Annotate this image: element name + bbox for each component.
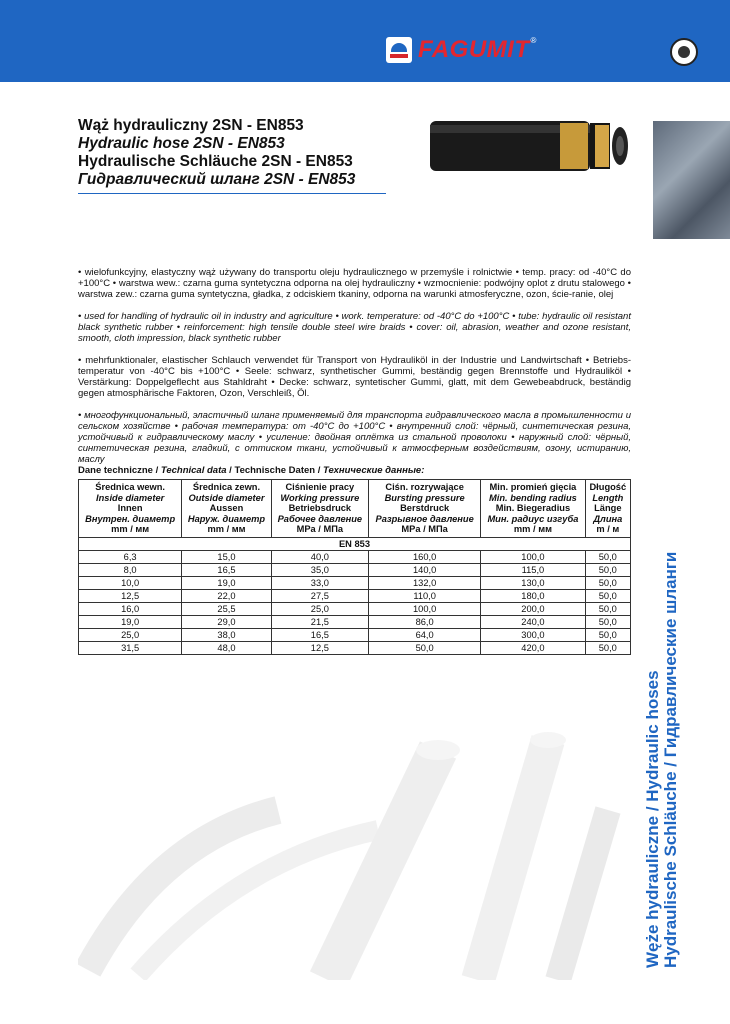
table-cell: 40,0	[271, 550, 368, 563]
caption-de: Technische Daten	[234, 465, 316, 476]
description	[78, 267, 631, 476]
table-caption	[78, 465, 424, 476]
table-cell: 100,0	[481, 550, 585, 563]
table-cell: 33,0	[271, 576, 368, 589]
col-length: Długość Length Länge Длина m / м	[585, 480, 630, 538]
table-cell: 50,0	[585, 602, 630, 615]
table-cell: 12,5	[271, 641, 368, 654]
title-block	[78, 117, 386, 194]
table-cell: 19,0	[79, 615, 182, 628]
logo-mark-icon	[386, 37, 412, 63]
table-cell: 25,5	[182, 602, 271, 615]
table-row	[79, 563, 631, 576]
table-cell: 86,0	[369, 615, 481, 628]
table-cell: 48,0	[182, 641, 271, 654]
table-cell: 180,0	[481, 589, 585, 602]
caption-sep: /	[152, 465, 161, 476]
title-pl: Wąż hydrauliczny 2SN - EN853	[78, 117, 304, 134]
description-pl: • wielofunkcyjny, elastyczny wąż używany do transportu oleju hydraulicznego w przemyśle i rolnictwie • temp. pracy: od -40°C do +100°C • warstwa wew.: czarna guma syntetyczna odporna na olej hydrauliczny • wzmocnienie: podwójny oplot z drutu stalowego • warstwa zew.: czarna guma syntetyczna, gładka, z odciskiem tkaniny, odporna na warunki atmosferyczne, ozon, ście-ranie, olej	[78, 267, 631, 300]
table-cell: 50,0	[585, 615, 630, 628]
table-cell: 50,0	[585, 550, 630, 563]
table-cell: 132,0	[369, 576, 481, 589]
table-cell: 10,0	[79, 576, 182, 589]
table-cell: 50,0	[585, 628, 630, 641]
table-cell: 50,0	[585, 641, 630, 654]
table-row	[79, 576, 631, 589]
col-bursting-pressure: Ciśn. rozrywające Bursting pressure Berstdruck Разрывное давление MPa / МПа	[369, 480, 481, 538]
table-row	[79, 589, 631, 602]
table-cell: 31,5	[79, 641, 182, 654]
col-working-pressure: Ciśnienie pracy Working pressure Betriebsdruck Рабочее давление MPa / МПа	[271, 480, 368, 538]
technical-data-table	[78, 479, 631, 655]
description-de: • mehrfunktionaler, elastischer Schlauch verwendet für Transport von Hydrauliköl in der Industrie und Landwirtschaft • Betriebs-temperatur von -40°C bis +100°C • Seele: schwarz, synthetischer Gummi, beständig gegen Brennstoffe und Hydrauliköl • Verstärkung: Doppelgeflecht aus Stahldraht • Decke: schwarz, syntetischer Gummi, glatt, mit dem Gewebeabdruck, beständig gegen atmosphärische Faktoren, Ozon, Verschleiß, Öl.	[78, 355, 631, 399]
table-cell: 35,0	[271, 563, 368, 576]
table-cell: 27,5	[271, 589, 368, 602]
table-cell: 100,0	[369, 602, 481, 615]
table-cell: 16,0	[79, 602, 182, 615]
background-hoses-image	[78, 690, 633, 980]
side-label-line2: Hydraulische Schläuche / Гидравлические шланги	[661, 551, 680, 968]
caption-sep: /	[315, 465, 323, 476]
side-label-line1: Węże hydrauliczne / Hydraulic hoses	[643, 670, 662, 968]
table-cell: 25,0	[79, 628, 182, 641]
table-row	[79, 615, 631, 628]
table-cell: 15,0	[182, 550, 271, 563]
table-cell: 16,5	[271, 628, 368, 641]
side-category-label	[644, 508, 680, 968]
col-bending-radius: Min. promień gięcia Min. bending radius Min. Biegeradius Мин. радиус изгуба mm / мм	[481, 480, 585, 538]
header-bar	[0, 0, 730, 82]
certification-badge-icon	[670, 38, 698, 66]
caption-sep: /	[226, 465, 235, 476]
table-cell: 240,0	[481, 615, 585, 628]
table-cell: 50,0	[585, 563, 630, 576]
table-cell: 12,5	[79, 589, 182, 602]
table-cell: 110,0	[369, 589, 481, 602]
table-cell: 21,5	[271, 615, 368, 628]
table-cell: 25,0	[271, 602, 368, 615]
table-cell: 50,0	[369, 641, 481, 654]
standard-label: EN 853	[79, 537, 631, 550]
col-inside-diameter: Średnica wewn. Inside diameter Innen Внутрен. диаметр mm / мм	[79, 480, 182, 538]
hose-product-image	[430, 117, 630, 175]
table-row	[79, 628, 631, 641]
table-cell: 50,0	[585, 576, 630, 589]
table-cell: 19,0	[182, 576, 271, 589]
title-de: Hydraulische Schläuche 2SN - EN853	[78, 153, 353, 170]
table-row	[79, 602, 631, 615]
table-cell: 130,0	[481, 576, 585, 589]
table-cell: 16,5	[182, 563, 271, 576]
table-cell: 140,0	[369, 563, 481, 576]
table-cell: 50,0	[585, 589, 630, 602]
table-cell: 115,0	[481, 563, 585, 576]
table-cell: 160,0	[369, 550, 481, 563]
table-cell: 6,3	[79, 550, 182, 563]
hose-thumbnail-image	[653, 121, 730, 239]
col-outside-diameter: Średnica zewn. Outside diameter Aussen Наруж. диаметр mm / мм	[182, 480, 271, 538]
title-ru: Гидравлический шланг 2SN - EN853	[78, 171, 356, 188]
fagumit-logo	[386, 36, 536, 64]
description-en: • used for handling of hydraulic oil in industry and agriculture • work. temperature: od -40°C do +100°C • tube: hydraulic oil resistant black synthetic rubber • reinforcement: high tensile double steel wire braids • cover: oil, abrasion, weather and ozone resistant, smooth, cloth impression, black synthetic rubber	[78, 311, 631, 344]
table-cell: 300,0	[481, 628, 585, 641]
table-cell: 38,0	[182, 628, 271, 641]
table-cell: 200,0	[481, 602, 585, 615]
table-cell: 420,0	[481, 641, 585, 654]
table-cell: 8,0	[79, 563, 182, 576]
table-cell: 22,0	[182, 589, 271, 602]
logo-text: FAGUMIT	[418, 36, 530, 63]
table-header-row	[79, 480, 631, 538]
description-ru: • многофункциональный, эластичный шланг применяемый для транспорта гидравлического масла в промышленности и сельском хозяйстве • рабочая температура: от -40°C до +100°C • внутренний слой: чёрный, синтетическая резина, устойчивый к гидравлическому маслу • усиление: двойная оплётка из стальной проволоки • наружный слой: чёрный, синтетическая резина, гладкий, с оттиском ткани, устойчивый к атмосферным воздействиям, озону, истиранию, маслу	[78, 410, 631, 465]
caption-en: Technical data	[160, 465, 227, 476]
caption-ru: Технические данные:	[323, 465, 425, 476]
table-subheader-row	[79, 537, 631, 550]
caption-pl: Dane techniczne	[78, 465, 153, 476]
table-cell: 64,0	[369, 628, 481, 641]
table-cell: 29,0	[182, 615, 271, 628]
table-row	[79, 641, 631, 654]
title-en: Hydraulic hose 2SN - EN853	[78, 135, 285, 152]
logo-registered: ®	[530, 36, 537, 45]
table-row	[79, 550, 631, 563]
